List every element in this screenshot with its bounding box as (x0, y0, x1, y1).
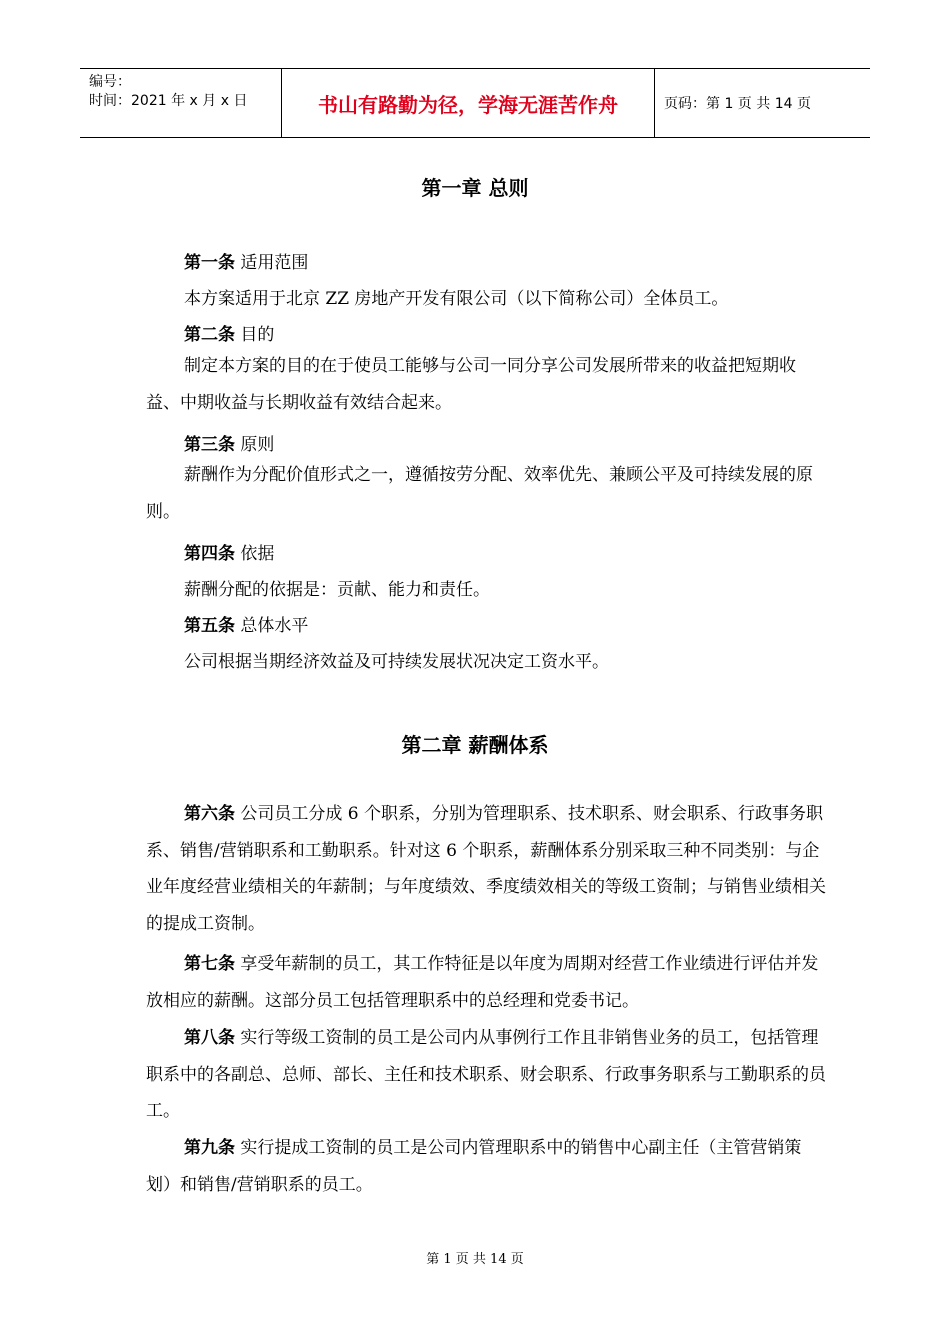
article-3-title: 原则 (235, 435, 275, 455)
article-5-text: 公司根据当期经济效益及可持续发展状况决定工资水平。 (184, 652, 609, 672)
article-1-text: 本方案适用于北京 ZZ 房地产开发有限公司（以下简称公司）全体员工。 (184, 289, 729, 309)
article-7-label: 第七条 (184, 954, 235, 974)
document-header (80, 68, 870, 138)
article-4-label: 第四条 (184, 544, 235, 564)
article-4-text: 薪酬分配的依据是：贡献、能力和责任。 (184, 580, 490, 600)
article-4-title: 依据 (235, 544, 275, 564)
date-label: 时间：2021 年 x 月 x 日 (89, 93, 248, 109)
article-7 (146, 946, 826, 1019)
article-9-text: 实行提成工资制的员工是公司内管理职系中的销售中心副主任（主管营销策划）和销售/营销职系的员工。 (146, 1138, 802, 1195)
article-5-heading (184, 611, 308, 636)
article-3-label: 第三条 (184, 435, 235, 455)
article-9-label: 第九条 (184, 1138, 235, 1158)
article-1-heading (184, 248, 308, 273)
article-8-text: 实行等级工资制的员工是公司内从事例行工作且非销售业务的员工，包括管理职系中的各副总、总师、部长、主任和技术职系、财会职系、行政事务职系与工勤职系的员工。 (146, 1028, 826, 1122)
article-2-label: 第二条 (184, 325, 235, 345)
article-9 (146, 1130, 826, 1203)
article-5-title: 总体水平 (235, 616, 309, 636)
article-1-label: 第一条 (184, 253, 235, 273)
chapter-2-title: 第二章 薪酬体系 (401, 733, 549, 757)
article-3-text: 薪酬作为分配价值形式之一，遵循按劳分配、效率优先、兼顾公平及可持续发展的原则。 (146, 465, 813, 522)
header-page-info: 页码：第 1 页 共 14 页 (664, 96, 811, 112)
article-4-heading (184, 539, 274, 564)
article-6 (146, 796, 826, 942)
header-meta (80, 69, 282, 137)
page-footer: 第 1 页 共 14 页 (426, 1252, 524, 1267)
number-label: 编号： (89, 74, 131, 90)
article-8 (146, 1020, 826, 1130)
article-5-label: 第五条 (184, 616, 235, 636)
chapter-1-title: 第一章 总则 (421, 176, 529, 200)
article-2-heading (184, 320, 274, 345)
header-motto: 书山有路勤为径，学海无涯苦作舟 (282, 69, 655, 137)
article-6-text: 公司员工分成 6 个职系，分别为管理职系、技术职系、财会职系、行政事务职系、销售/营销职系和工勤职系。针对这 6 个职系，薪酬体系分别采取三种不同类别：与企业年度经营业绩相关的年薪制；与年度绩效、季度绩效相关的等级工资制；与销售业绩相关的提成工资制。 (146, 804, 826, 934)
article-6-label: 第六条 (184, 804, 235, 824)
article-1-title: 适用范围 (235, 253, 309, 273)
article-8-label: 第八条 (184, 1028, 235, 1048)
article-3-heading (184, 430, 274, 455)
article-7-text: 享受年薪制的员工，其工作特征是以年度为周期对经营工作业绩进行评估并发放相应的薪酬。这部分员工包括管理职系中的总经理和党委书记。 (146, 954, 819, 1011)
article-2-title: 目的 (235, 325, 275, 345)
article-2-text: 制定本方案的目的在于使员工能够与公司一同分享公司发展所带来的收益把短期收益、中期收益与长期收益有效结合起来。 (146, 356, 796, 413)
